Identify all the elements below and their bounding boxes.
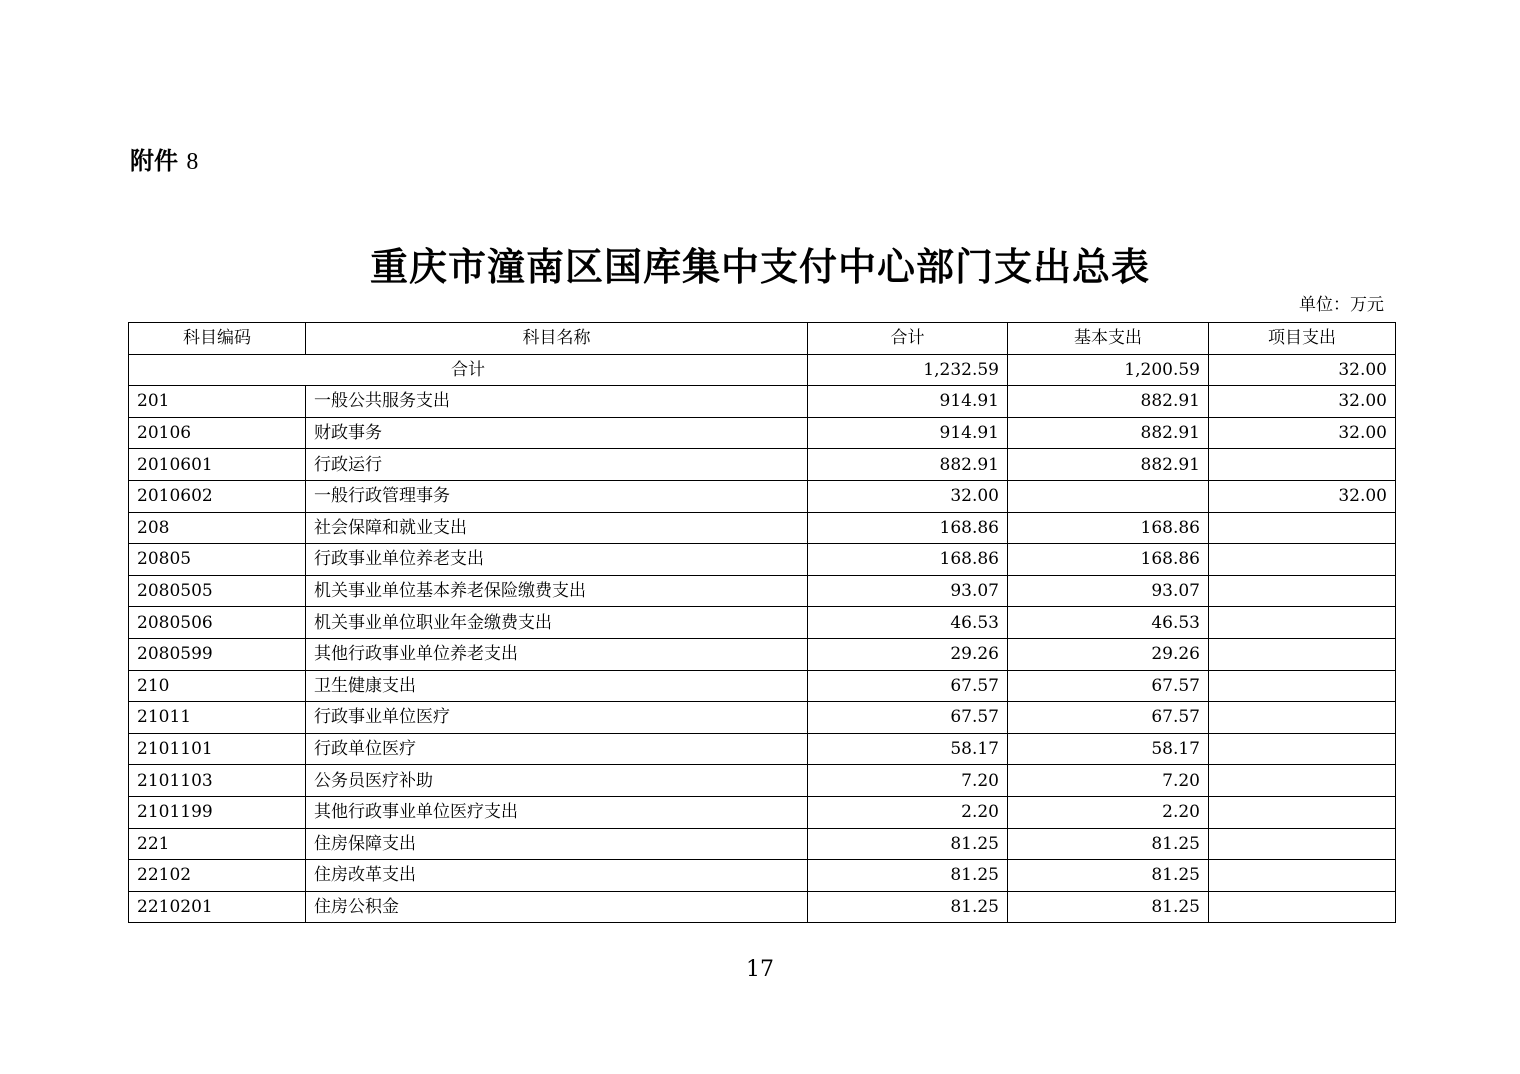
- table-row: [129, 860, 1396, 892]
- row-code: 2010602: [129, 480, 306, 512]
- row-project: [1209, 860, 1396, 892]
- row-project: [1209, 765, 1396, 797]
- row-code: 2080505: [129, 575, 306, 607]
- total-row-total: 1,232.59: [808, 354, 1008, 386]
- row-project: [1209, 670, 1396, 702]
- row-basic: [1008, 480, 1209, 512]
- row-name: 住房改革支出: [306, 860, 808, 892]
- row-project: 32.00: [1209, 480, 1396, 512]
- total-row: [129, 354, 1396, 386]
- row-code: 2101199: [129, 796, 306, 828]
- row-name: 住房公积金: [306, 891, 808, 923]
- row-total: 29.26: [808, 638, 1008, 670]
- row-total: 46.53: [808, 607, 1008, 639]
- attachment-number: 8: [186, 149, 199, 175]
- row-total: 32.00: [808, 480, 1008, 512]
- row-code: 201: [129, 386, 306, 418]
- row-project: [1209, 449, 1396, 481]
- row-code: 20106: [129, 417, 306, 449]
- row-project: [1209, 891, 1396, 923]
- header-project: 项目支出: [1209, 323, 1396, 355]
- row-name: 行政运行: [306, 449, 808, 481]
- row-project: [1209, 607, 1396, 639]
- row-basic: 81.25: [1008, 891, 1209, 923]
- table-row: [129, 575, 1396, 607]
- row-total: 93.07: [808, 575, 1008, 607]
- row-basic: 29.26: [1008, 638, 1209, 670]
- table-row: [129, 480, 1396, 512]
- row-code: 210: [129, 670, 306, 702]
- row-name: 机关事业单位职业年金缴费支出: [306, 607, 808, 639]
- table-body: [129, 354, 1396, 923]
- row-total: 2.20: [808, 796, 1008, 828]
- row-total: 7.20: [808, 765, 1008, 797]
- row-basic: 2.20: [1008, 796, 1209, 828]
- table-row: [129, 891, 1396, 923]
- attachment-text: 附件: [130, 147, 178, 175]
- table-row: [129, 386, 1396, 418]
- row-basic: 46.53: [1008, 607, 1209, 639]
- attachment-label: [130, 145, 198, 178]
- table-row: [129, 544, 1396, 576]
- total-row-label: 合计: [129, 354, 808, 386]
- table-header-row: [129, 323, 1396, 355]
- row-total: 882.91: [808, 449, 1008, 481]
- table-row: [129, 638, 1396, 670]
- total-row-project: 32.00: [1209, 354, 1396, 386]
- row-name: 财政事务: [306, 417, 808, 449]
- row-name: 一般行政管理事务: [306, 480, 808, 512]
- row-basic: 93.07: [1008, 575, 1209, 607]
- page-title: 重庆市潼南区国库集中支付中心部门支出总表: [369, 244, 1150, 289]
- row-name: 社会保障和就业支出: [306, 512, 808, 544]
- row-code: 2010601: [129, 449, 306, 481]
- row-project: [1209, 638, 1396, 670]
- row-code: 2101101: [129, 733, 306, 765]
- row-project: [1209, 702, 1396, 734]
- row-code: 20805: [129, 544, 306, 576]
- row-project: [1209, 575, 1396, 607]
- unit-label: 单位：万元: [1299, 295, 1384, 315]
- row-code: 2101103: [129, 765, 306, 797]
- row-basic: 67.57: [1008, 670, 1209, 702]
- row-total: 58.17: [808, 733, 1008, 765]
- table-row: [129, 449, 1396, 481]
- row-code: 208: [129, 512, 306, 544]
- row-basic: 882.91: [1008, 449, 1209, 481]
- row-basic: 58.17: [1008, 733, 1209, 765]
- header-basic: 基本支出: [1008, 323, 1209, 355]
- row-total: 67.57: [808, 670, 1008, 702]
- row-name: 机关事业单位基本养老保险缴费支出: [306, 575, 808, 607]
- table-row: [129, 670, 1396, 702]
- row-total: 168.86: [808, 544, 1008, 576]
- header-name: 科目名称: [306, 323, 808, 355]
- header-code: 科目编码: [129, 323, 306, 355]
- row-name: 行政事业单位医疗: [306, 702, 808, 734]
- row-basic: 168.86: [1008, 544, 1209, 576]
- row-total: 81.25: [808, 828, 1008, 860]
- table-row: [129, 765, 1396, 797]
- row-project: [1209, 828, 1396, 860]
- row-project: [1209, 796, 1396, 828]
- row-project: [1209, 544, 1396, 576]
- row-code: 221: [129, 828, 306, 860]
- row-project: [1209, 733, 1396, 765]
- row-basic: 7.20: [1008, 765, 1209, 797]
- table-row: [129, 702, 1396, 734]
- page-number: 17: [746, 957, 774, 982]
- row-total: 168.86: [808, 512, 1008, 544]
- header-total: 合计: [808, 323, 1008, 355]
- row-code: 22102: [129, 860, 306, 892]
- row-project: 32.00: [1209, 386, 1396, 418]
- table-row: [129, 733, 1396, 765]
- row-name: 一般公共服务支出: [306, 386, 808, 418]
- table-row: [129, 828, 1396, 860]
- row-name: 行政单位医疗: [306, 733, 808, 765]
- row-name: 卫生健康支出: [306, 670, 808, 702]
- row-basic: 81.25: [1008, 860, 1209, 892]
- row-name: 行政事业单位养老支出: [306, 544, 808, 576]
- expenditure-table: [128, 322, 1396, 923]
- row-project: [1209, 512, 1396, 544]
- row-project: 32.00: [1209, 417, 1396, 449]
- row-basic: 882.91: [1008, 386, 1209, 418]
- row-code: 2080506: [129, 607, 306, 639]
- row-total: 914.91: [808, 386, 1008, 418]
- row-name: 住房保障支出: [306, 828, 808, 860]
- row-code: 2080599: [129, 638, 306, 670]
- row-name: 其他行政事业单位养老支出: [306, 638, 808, 670]
- row-total: 81.25: [808, 860, 1008, 892]
- table-row: [129, 417, 1396, 449]
- row-basic: 81.25: [1008, 828, 1209, 860]
- row-basic: 67.57: [1008, 702, 1209, 734]
- table-row: [129, 607, 1396, 639]
- table-row: [129, 796, 1396, 828]
- total-row-basic: 1,200.59: [1008, 354, 1209, 386]
- row-code: 21011: [129, 702, 306, 734]
- row-total: 81.25: [808, 891, 1008, 923]
- row-total: 67.57: [808, 702, 1008, 734]
- row-name: 其他行政事业单位医疗支出: [306, 796, 808, 828]
- row-name: 公务员医疗补助: [306, 765, 808, 797]
- row-total: 914.91: [808, 417, 1008, 449]
- row-basic: 882.91: [1008, 417, 1209, 449]
- row-basic: 168.86: [1008, 512, 1209, 544]
- table-row: [129, 512, 1396, 544]
- row-code: 2210201: [129, 891, 306, 923]
